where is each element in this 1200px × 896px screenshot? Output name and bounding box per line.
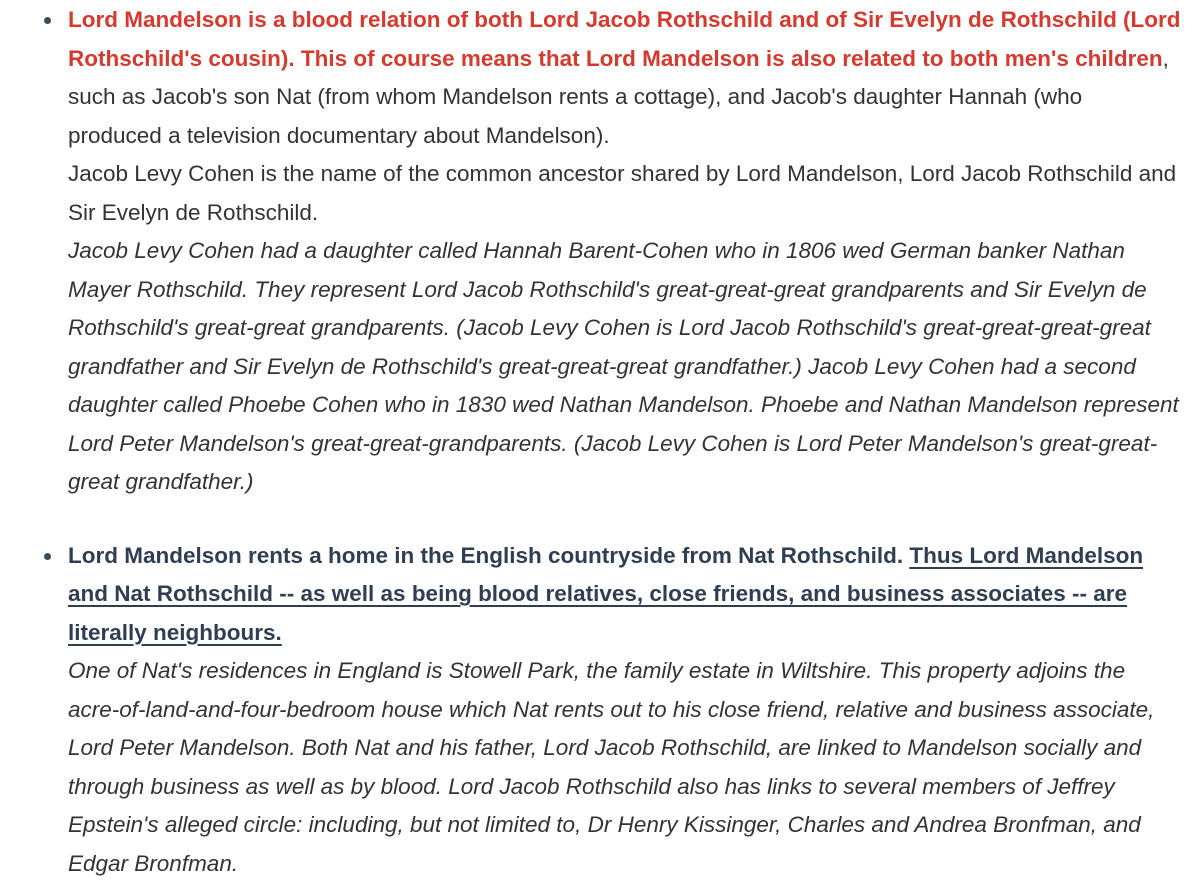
paragraph-ancestor: Jacob Levy Cohen is the name of the common ancestor shared by Lord Mandelson, Lord Jacob Rothschild and Sir Evelyn de Rothschild.	[68, 161, 1177, 225]
paragraph-lead	[68, 537, 1182, 653]
bullet-icon	[44, 17, 51, 24]
bullet-icon	[44, 553, 51, 560]
list-item	[0, 537, 1200, 884]
paragraph-genealogy: Jacob Levy Cohen had a daughter called Hannah Barent-Cohen who in 1806 wed German banker Nathan Mayer Rothschild. They represent Lord Jacob Rothschild's great-great-great grandparents and Sir Evelyn de Rothschild's great-great grandparents. (Jacob Levy Cohen is Lord Jacob Rothschild's great-great-great-great grandfather and Sir Evelyn de Rothschild's great-great-great grandfather.) Jacob Levy Cohen had a second daughter called Phoebe Cohen who in 1830 wed Nathan Mandelson. Phoebe and Nathan Mandelson represent Lord Peter Mandelson's great-great-grandparents. (Jacob Levy Cohen is Lord Peter Mandelson's great-great-great grandfather.)	[68, 238, 1179, 494]
claim-continuation: , such as Jacob's son Nat (from whom Mandelson rents a cottage), and Jacob's daughter Hannah (who produced a television documentary about Mandelson).	[68, 45, 1169, 148]
highlighted-claim: Lord Mandelson is a blood relation of both Lord Jacob Rothschild and of Sir Evelyn de Rothschild (Lord Rothschild's cousin). This of course means that Lord Mandelson is also related to both men's children	[68, 7, 1181, 71]
underlined-claim: Thus Lord Mandelson and Nat Rothschild -- as well as being blood relatives, close friends, and business associates -- are literally neighbours.	[68, 542, 1144, 645]
paragraph-residence: One of Nat's residences in England is Stowell Park, the family estate in Wiltshire. This property adjoins the acre-of-land-and-four-bedroom house which Nat rents out to his close friend, relative and business associate, Lord Peter Mandelson. Both Nat and his father, Lord Jacob Rothschild, are linked to Mandelson socially and through business as well as by blood. Lord Jacob Rothschild also has links to several members of Jeffrey Epstein's alleged circle: including, but not limited to, Dr Henry Kissinger, Charles and Andrea Bronfman, and Edgar Bronfman.	[68, 658, 1155, 876]
bullet-list	[0, 1, 1200, 883]
list-item	[0, 1, 1200, 502]
bold-claim: Lord Mandelson rents a home in the English countryside from Nat Rothschild.	[68, 542, 904, 568]
paragraph-lead	[68, 1, 1182, 155]
